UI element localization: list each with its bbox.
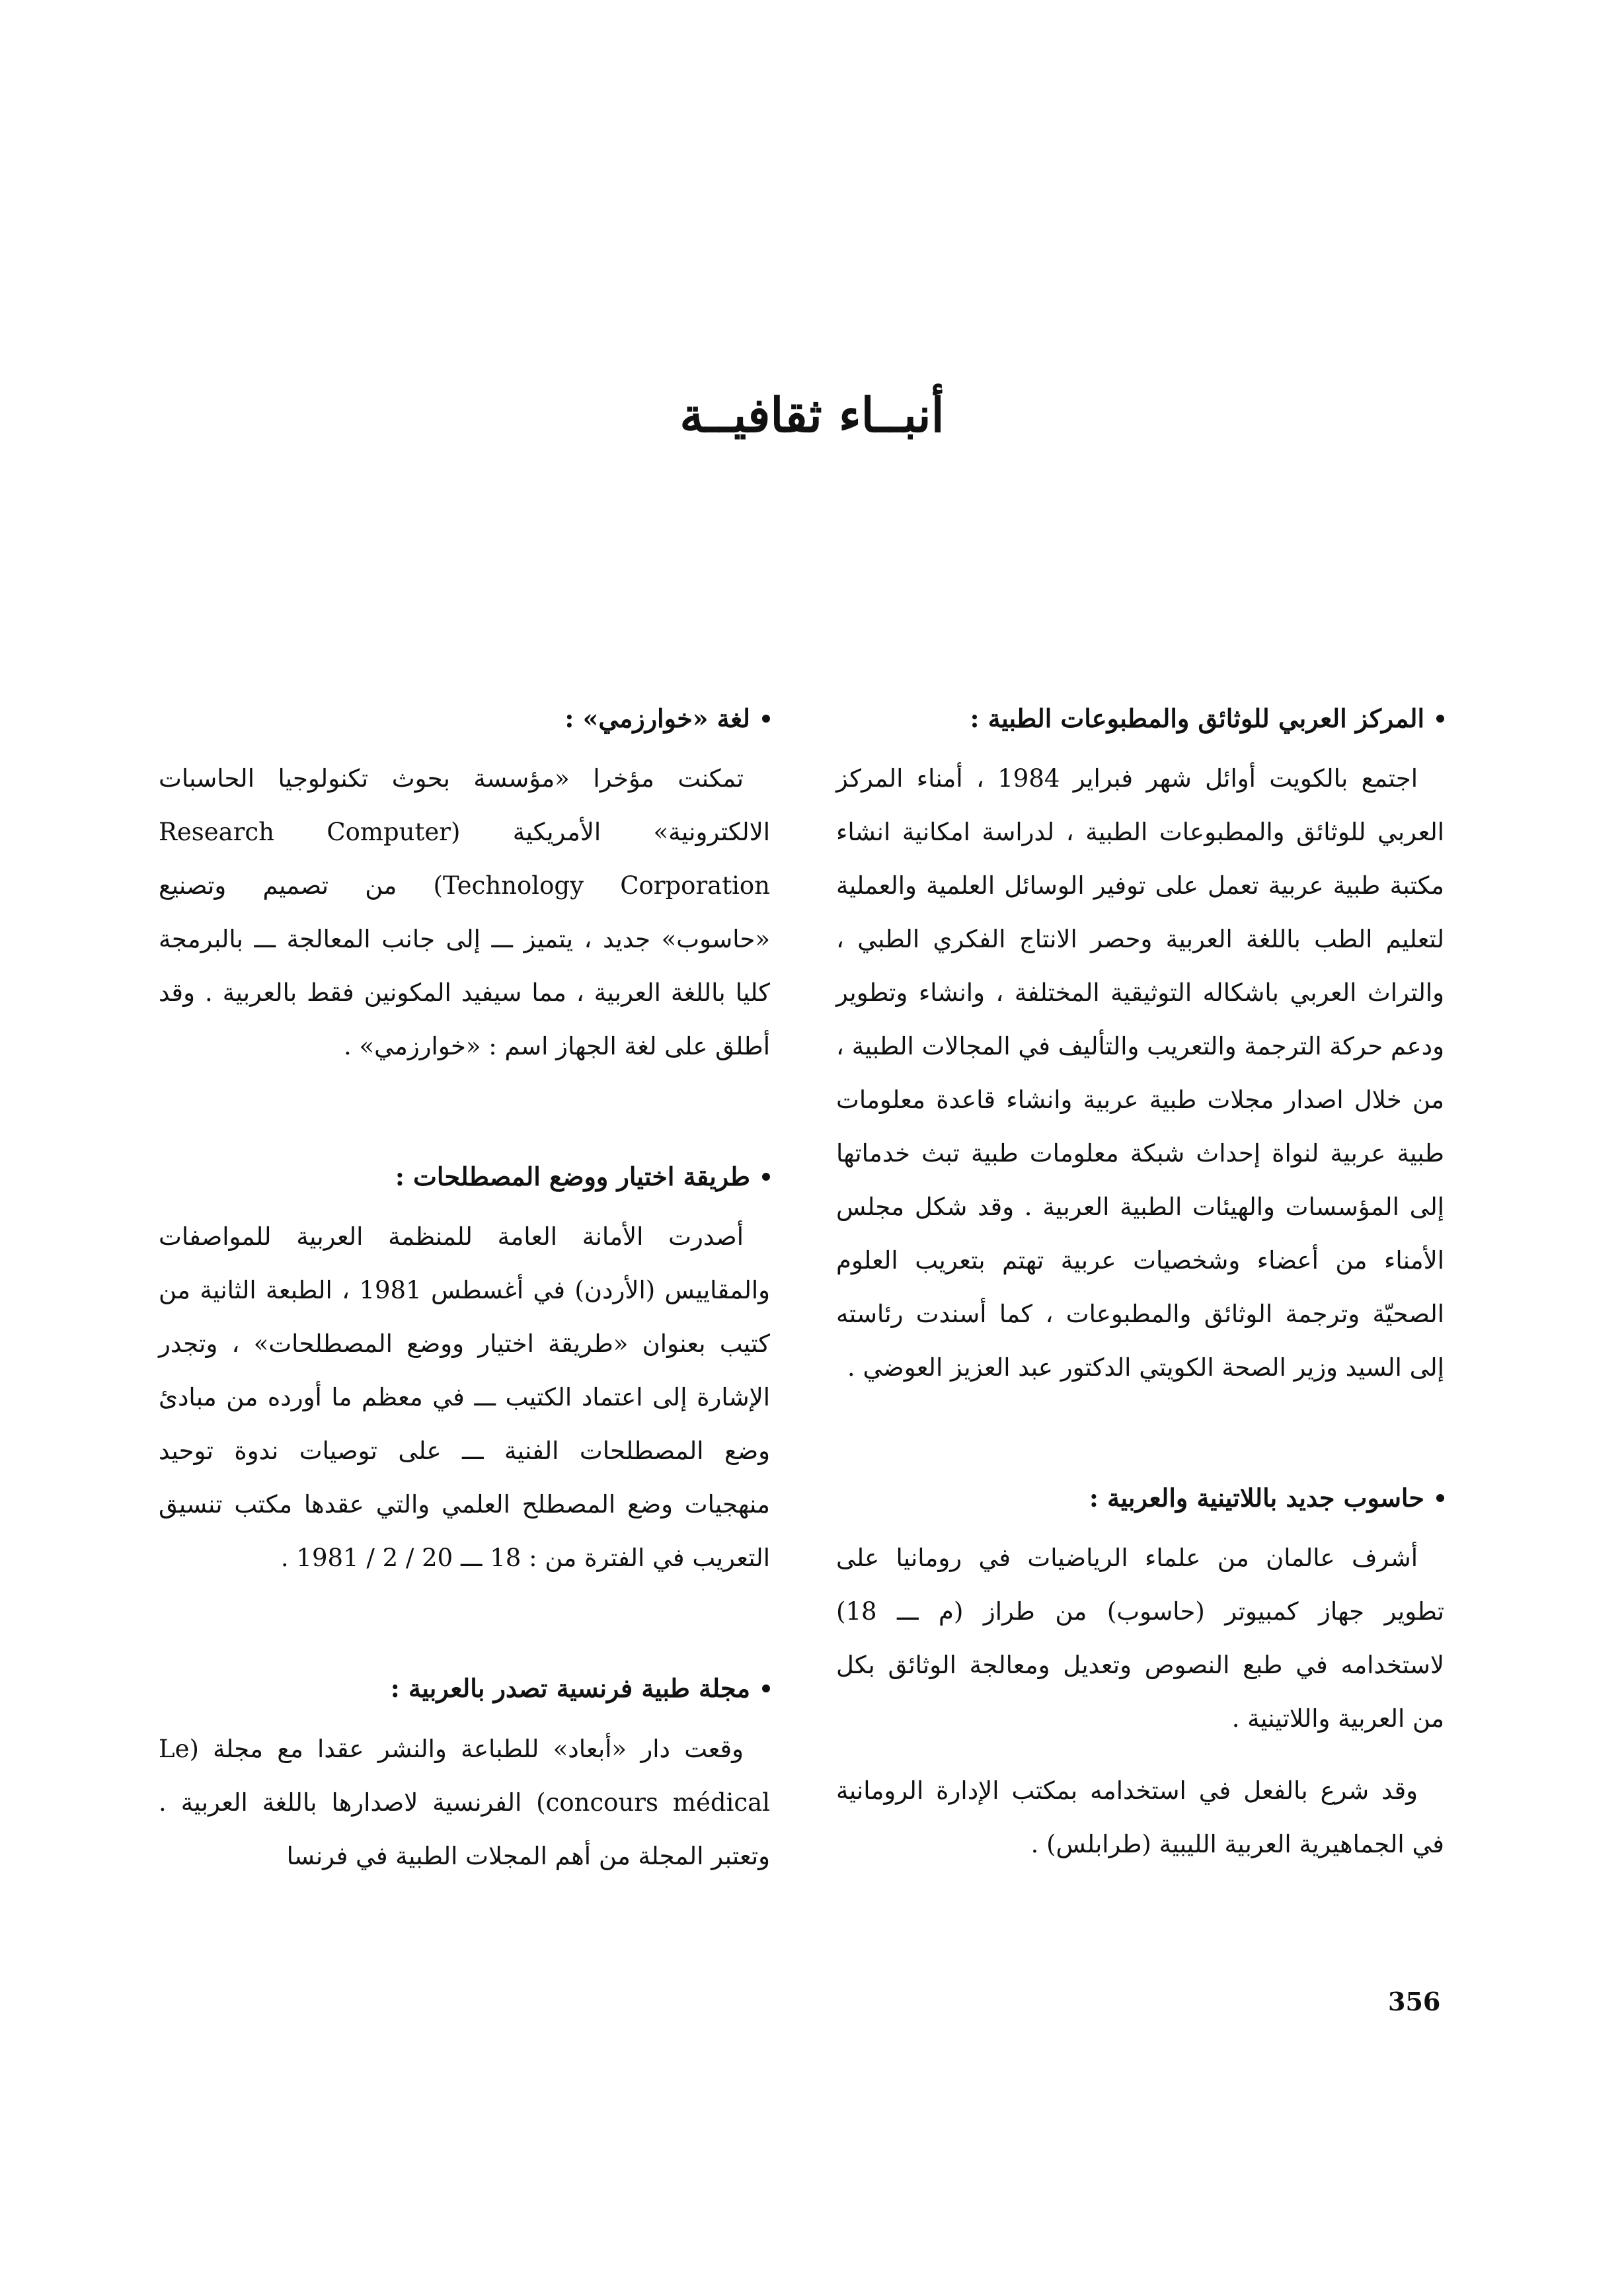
bullet-icon bbox=[1436, 1494, 1444, 1502]
paragraph: أصدرت الأمانة العامة للمنظمة العربية للمواصفات والمقاييس (الأردن) في أغسطس 1981 ، الطبعة الثانية من كتيب بعنوان «طريقة اختيار ووضع المصطلحات» ، وتجدر الإشارة إلى اعتماد الكتيب ـــ في معظم ما أورده من مبادئ وضع المصطلحات الفنية ـــ على توصيات ندوة توحيد منهجيات وضع المصطلح العلمي والتي عقدها مكتب تنسيق التعريب في الفترة من : 18 ـــ 20 / 2 / 1981 . bbox=[159, 1222, 770, 1573]
section-heading-text: المركز العربي للوثائق والمطبوعات الطبية : bbox=[970, 703, 1424, 733]
bullet-icon bbox=[762, 1684, 770, 1692]
article-khwarizmi-language bbox=[159, 701, 770, 1073]
article-french-medical-journal bbox=[159, 1671, 770, 1882]
article-terminology-method bbox=[159, 1159, 770, 1585]
left-column bbox=[159, 701, 770, 1883]
section-heading bbox=[836, 701, 1444, 736]
paragraph: تمكنت مؤخرا «مؤسسة بحوث تكنولوجيا الحاسبات الالكترونية» الأمريكية (Research Computer Technology Corporation) من تصميم وتصنيع «حاسوب» جديد ، يتميز ـــ إلى جانب المعالجة ـــ بالبرمجة كليا باللغة العربية ، مما سيفيد المكونين فقط بالعربية . وقد أطلق على لغة الجهاز اسم : «خوارزمي» . bbox=[159, 764, 771, 1061]
right-column bbox=[836, 701, 1444, 1871]
section-heading-text: طريقة اختيار ووضع المصطلحات : bbox=[395, 1162, 750, 1192]
bullet-icon bbox=[762, 715, 770, 723]
paragraph: أشرف عالمان من علماء الرياضيات في رومانيا على تطوير جهاز كمبيوتر (حاسوب) من طراز (م ـــ 18) لاستخدامه في طبع النصوص وتعديل ومعالجة الوثائق بكل من العربية واللاتينية . bbox=[836, 1544, 1444, 1733]
paragraph: اجتمع بالكويت أوائل شهر فبراير 1984 ، أمناء المركز العربي للوثائق والمطبوعات الطبية ، لدراسة امكانية انشاء مكتبة طبية عربية تعمل على توفير الوسائل العلمية والعملية لتعليم الطب باللغة العربية وحصر الانتاج الفكري الطبي ، والتراث العربي باشكاله التوثيقية المختلفة ، وانشاء وتطوير ودعم حركة الترجمة والتعريب والتأليف في المجالات الطبية ، من خلال اصدار مجلات طبية عربية وانشاء قاعدة معلومات طبية عربية لنواة إحداث شبكة معلومات طبية تبث خدماتها إلى المؤسسات والهيئات الطبية العربية . وقد شكل مجلس الأمناء من أعضاء وشخصيات عربية تهتم بتعريب العلوم الصحيّة وترجمة الوثائق والمطبوعات ، كما أسندت رئاسته إلى السيد وزير الصحة الكويتي الدكتور عبد العزيز العوضي . bbox=[836, 764, 1444, 1382]
section-heading bbox=[159, 1671, 770, 1706]
section-heading bbox=[836, 1480, 1444, 1515]
section-heading-text: حاسوب جديد باللاتينية والعربية : bbox=[1089, 1483, 1424, 1513]
page-title: أنبــاء ثقافيــة bbox=[679, 387, 945, 443]
article-medical-documentation-center bbox=[836, 701, 1444, 1394]
page-number: 356 bbox=[1388, 1987, 1441, 2016]
bullet-icon bbox=[762, 1173, 770, 1181]
section-heading bbox=[159, 701, 770, 736]
paragraph: وقد شرع بالفعل في استخدامه بمكتب الإدارة الرومانية في الجماهيرية العربية الليبية (طرابلس) . bbox=[836, 1776, 1444, 1859]
bullet-icon bbox=[1436, 715, 1444, 723]
article-new-computer bbox=[836, 1480, 1444, 1871]
section-heading-text: لغة «خوارزمي» : bbox=[564, 703, 750, 733]
paragraph: وقعت دار «أبعاد» للطباعة والنشر عقدا مع مجلة (Le concours médical) الفرنسية لاصدارها باللغة العربية . وتعتبر المجلة من أهم المجلات الطبية في فرنسا bbox=[159, 1734, 771, 1870]
section-heading-text: مجلة طبية فرنسية تصدر بالعربية : bbox=[390, 1673, 750, 1704]
section-heading bbox=[159, 1159, 770, 1194]
